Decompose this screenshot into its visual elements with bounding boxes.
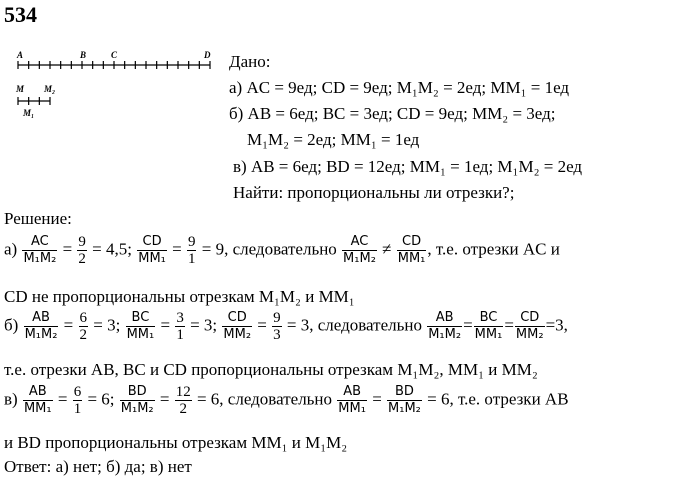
label-C: C (111, 50, 118, 60)
fraction: $\frac{CD}{\text{MM₁}}$ (397, 234, 426, 266)
given-b-line1: б) AB = 6ед; BC = 3ед; CD = 9ед; MM₂ = 3ед; (229, 104, 556, 123)
fraction: $\frac{AB}{\text{M₁M₂}}$ (428, 310, 462, 342)
given-header: Дано: (229, 52, 271, 71)
fraction: $\frac{9}{1}$ (187, 234, 196, 267)
problem-number: 534 (4, 2, 37, 27)
fraction: $\frac{AC}{\text{M₁M₂}}$ (343, 234, 376, 266)
given-a: а) AC = 9ед; CD = 9ед; M₁M₂ = 2ед; MM₁ = 1ед (229, 78, 570, 97)
find-line: Найти: пропорциональны ли отрезки?; (233, 183, 515, 202)
given-b-line2: M₁M₂ = 2ед; MM₁ = 1ед (247, 130, 420, 149)
solution-c-line1: в) $\frac{AB}{\text{MM₁}}$ = $\frac{6}{1}$ = 6; $\frac{BD}{\text{M₁M₂}}$ = $\frac{12}{2}$ = 6, следовательно $\frac{AB}{\text{MM₁}}$ = $\frac{BD}{\text{M₁M₂}}$ = 6, т.е. отрезки AB (4, 384, 569, 417)
given-c: в) AB = 6ед; BD = 12ед; MM₁ = 1ед; M₁M₂ = 2ед (233, 157, 583, 176)
solution-header: Решение: (4, 209, 72, 228)
part-c-label: в) (4, 389, 18, 409)
fraction: $\frac{9}{3}$ (273, 310, 281, 343)
fraction: $\frac{9}{2}$ (78, 234, 86, 267)
label-M: M (16, 84, 25, 94)
fraction: $\frac{3}{1}$ (176, 310, 184, 343)
solution-b-line2: т.е. отрезки AB, BC и CD пропорциональны отрезкам M₁M₂, MM₁ и MM₂ (4, 360, 538, 379)
fraction: $\frac{6}{2}$ (79, 310, 88, 343)
fraction: $\frac{AC}{\text{M₁M₂}}$ (23, 234, 57, 266)
label-M1: M₁ (23, 108, 35, 118)
label-D: D (204, 50, 211, 60)
solution-b-line1: б) $\frac{AB}{\text{M₁M₂}}$ = $\frac{6}{2}$ = 3; $\frac{BC}{\text{MM₁}}$ = $\frac{3}{1}$ = 3; $\frac{CD}{\text{MM₂}}$ = $\frac{9}{3}$ = 3, следовательно $\frac{AB}{\text{M₁M₂}}$ = $\frac{BC}{\text{MM₁}}$ = $\frac{CD}{\text{MM₂}}$ =3, (4, 310, 568, 343)
solution-c-line2: и BD пропорциональны отрезкам MM₁ и M₁M₂ (4, 433, 348, 452)
fraction: $\frac{CD}{\text{MM₂}}$ (223, 310, 252, 342)
label-M2: M₂ (44, 84, 56, 94)
fraction: $\frac{AB}{\text{MM₁}}$ (23, 384, 52, 416)
solution-a-line1: а) $\frac{AC}{\text{M₁M₂}}$ = $\frac{9}{2}$ = 4,5; $\frac{CD}{\text{MM₁}}$ = $\frac{9}{1}$ = 9, следовательно $\frac{AC}{\text{M₁M₂}}$ ≠ $\frac{CD}{\text{MM₁}}$ , т.е. отрезки AC и (4, 234, 560, 267)
fraction: $\frac{BC}{\text{MM₁}}$ (474, 310, 503, 342)
fraction: $\frac{CD}{\text{MM₁}}$ (138, 234, 166, 266)
fraction: $\frac{BD}{\text{M₁M₂}}$ (388, 384, 421, 416)
segment-diagram (14, 48, 224, 123)
part-a-label: а) (4, 239, 18, 259)
label-B: B (80, 50, 87, 60)
fraction: $\frac{12}{2}$ (175, 384, 191, 417)
answer-line: Ответ: а) нет; б) да; в) нет (4, 457, 192, 476)
fraction: $\frac{BD}{\text{M₁M₂}}$ (120, 384, 154, 416)
fraction: $\frac{AB}{\text{M₁M₂}}$ (24, 310, 58, 342)
fraction: $\frac{BC}{\text{MM₁}}$ (126, 310, 155, 342)
part-b-label: б) (4, 315, 19, 335)
fraction: $\frac{6}{1}$ (73, 384, 82, 417)
solution-a-line2: CD не пропорциональны отрезкам M₁M₂ и MM₁ (4, 287, 355, 306)
fraction: $\frac{CD}{\text{MM₂}}$ (515, 310, 544, 342)
label-A: A (17, 50, 24, 60)
fraction: $\frac{AB}{\text{MM₁}}$ (338, 384, 366, 416)
